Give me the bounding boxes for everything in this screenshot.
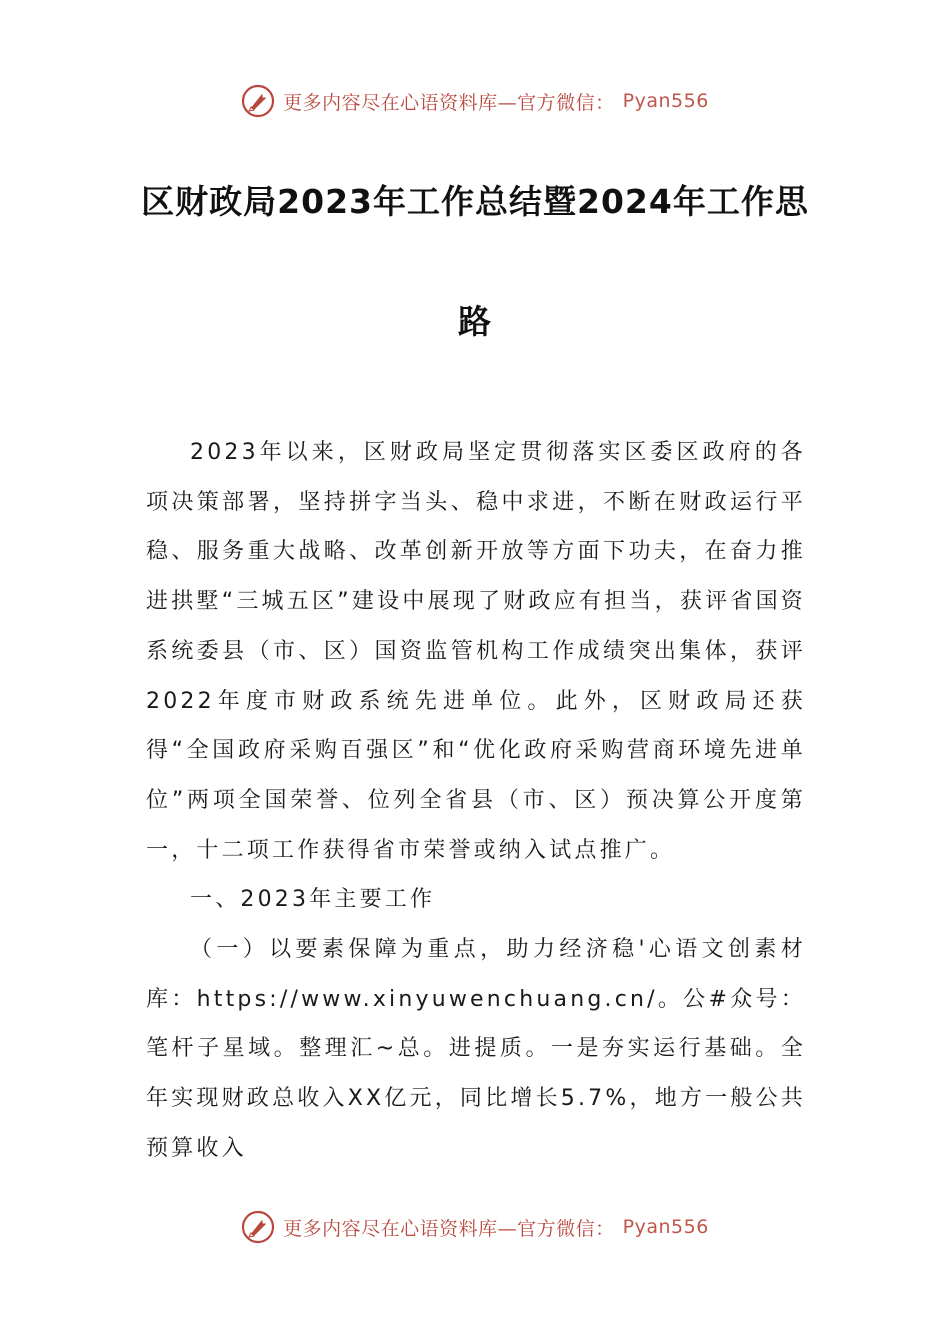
- watermark-text: 更多内容尽在心语资料库—官方微信：: [283, 91, 615, 114]
- watermark-text: 更多内容尽在心语资料库—官方微信：: [283, 1217, 615, 1240]
- watermark-header: [0, 84, 950, 118]
- watermark-footer: [0, 1210, 950, 1244]
- document-body: [146, 428, 806, 1174]
- pen-nib-logo-icon: [241, 84, 275, 118]
- paragraph-intro: 2023年以来，区财政局坚定贯彻落实区委区政府的各项决策部署，坚持拼字当头、稳中求进，不断在财政运行平稳、服务重大战略、改革创新开放等方面下功夫，在奋力推进拱墅“三城五区”建设中展现了财政应有担当，获评省国资系统委县（市、区）国资监管机构工作成绩突出集体，获评2022年度市财政系统先进单位。此外，区财政局还获得“全国政府采购百强区”和“优化政府采购营商环境先进单位”两项全国荣誉、位列全省县（市、区）预决算公开度第一，十二项工作获得省市荣誉或纳入试点推广。: [146, 440, 806, 863]
- document-title-line-1: 区财政局2023年工作总结暨2024年工作思: [141, 182, 809, 221]
- watermark-wechat-id: Pyan556: [622, 90, 709, 112]
- pen-nib-logo-icon: [241, 1210, 275, 1244]
- section-heading-1: 一、2023年主要工作: [190, 887, 436, 913]
- document-title-line-2: 路: [458, 302, 492, 341]
- paragraph-subsection-1: （一）以要素保障为重点，助力经济稳'心语文创素材库：https://www.xinyuwenchuang.cn/。公#众号：笔杆子星域。整理汇~总。进提质。一是夯实运行基础。全年实现财政总收入XX亿元，同比增长5.7%，地方一般公共预算收入: [146, 937, 806, 1161]
- watermark-wechat-id: Pyan556: [622, 1216, 709, 1238]
